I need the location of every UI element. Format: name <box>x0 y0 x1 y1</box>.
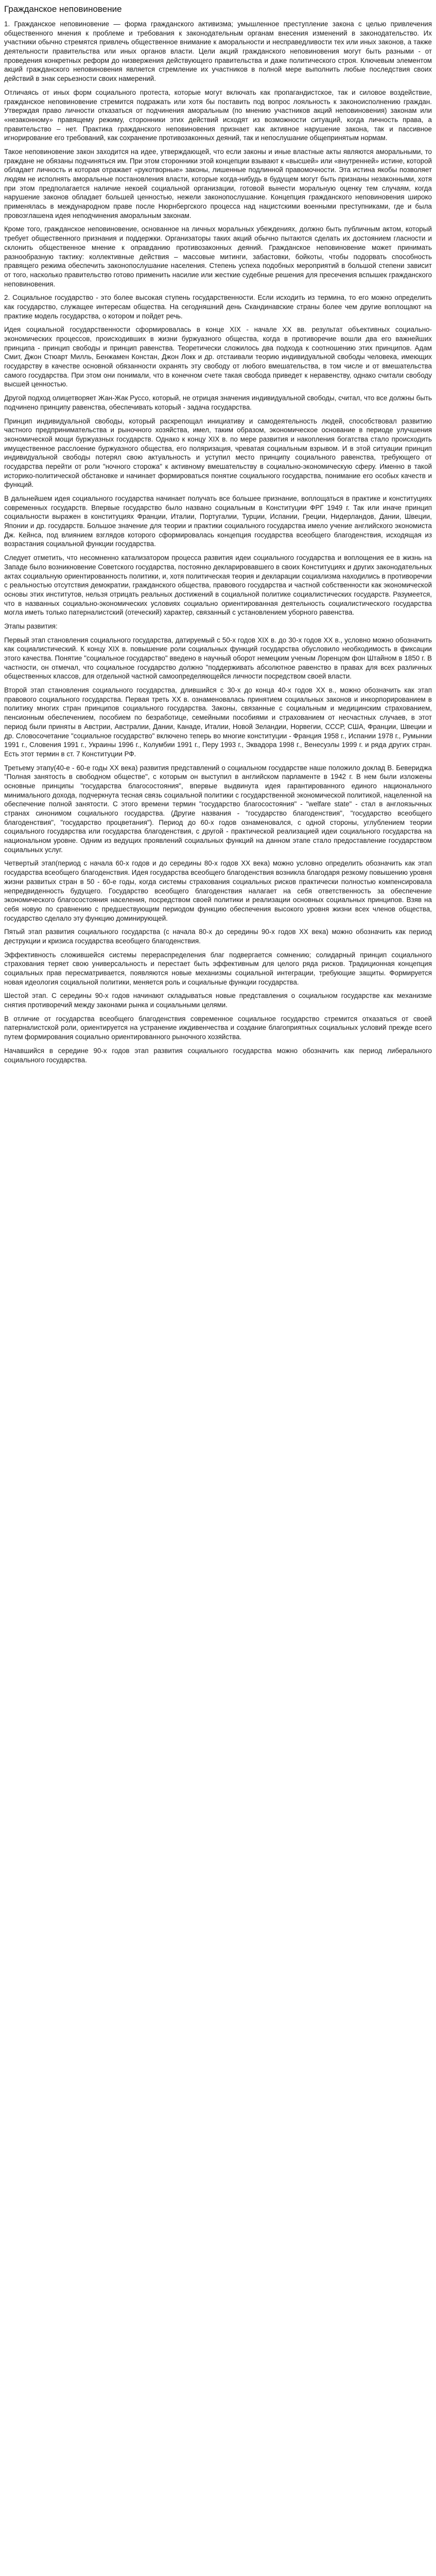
paragraph: В дальнейшем идея социального государства начинает получать все большее признание, воплощаться в практике и конституциях современных государств. Впервые государство было названо социальным в Конституции ФРГ 1949 г. Так или иначе принцип социальности выражен в конституциях Франции, Италии, Португалии, Турции, Испании, Греции, Нидерландов, Дании, Швеции, Японии и др. государств. Большое значение для теории и практики социального государства имело учение английского экономиста Дж. Кейнса, под влиянием взглядов которого сформировалась концепция государства всеобщего благоденствия, исходящая из возрастания социальной функции государства. <box>4 495 432 548</box>
paragraph: Второй этап становления социального государства, длившийся с 30-х до конца 40-х годов XX в., можно обозначить как этап правового социального государства. Первая треть XX в. ознаменовалась принятием социальных законов и инкорпорированием в политику многих стран принципов социального государства. Законы, связанные с социальным и медицинским страхованием, пенсионным обеспечением, пособием по безработице, семейными пособиями и страхованием от несчастных случаев, в этот период были приняты в Австрии, Австралии, Дании, Канаде, Италии, Новой Зеландии, Норвегии, СССР, США, Франции, Швеции и др. Словосочетание "социальное государство" включено теперь во многие конституции - Франция 1958 г., Испании 1978 г., Румынии 1991 г., Словения 1991 г., Украины 1996 г., Колумбии 1991 г., Перу 1993 г., Эквадора 1998 г., Венесуэлы 1999 г. и ряда других стран. Есть этот термин в ст. 7 Конституции РФ. <box>4 686 432 758</box>
paragraph: Четвертый этап(период с начала 60-х годов и до середины 80-х годов XX века) можно условно определить обозначить как этап государства всеобщего благоденствия. Идея государства всеобщего благоденствия возникла благодаря резкому повышению уровня жизни развитых стран в 50 - 60-е годы, когда системы страхования социальных рисков практически полностью компенсировала непредвиденность будущего. Государство всеобщего благоденствия налагает на себя ответственность за обеспечение экономического благосостояния населения, посредством своей политики и реализации основных социальных принципов. Взяв на себя новую по сравнению с предшествующим периодом функцию обеспечения высокого уровня жизни всех членов общества, государство сделало эту функцию доминирующей. <box>4 859 432 922</box>
paragraph: В отличие от государства всеобщего благоденствия современное социальное государство стремится отказаться от своей патерналистской роли, ориентируется на устранение иждивенчества и создание благоприятных социальных условий прежде всего путем формирования социально ориентированного рыночного хозяйства. <box>4 1014 432 1041</box>
paragraph: Первый этап становления социального государства, датируемый с 50-х годов XIX в. до 30-х годов XX в., условно можно обозначить как социалистический. К концу XIX в. повышение роли социальных функций государства обусловило необходимость в фиксации этого качества. Понятие "социальное государство" введено в научный оборот немецким ученым Лоренцом фон Штайном в 1850 г. В частности, он отмечал, что социальное государство должно "поддерживать абсолютное равенство в правах для всех различных общественных классов, для отдельной частной самоопределяющейся личности посредством своей власти. <box>4 636 432 681</box>
paragraph: Такое неповиновение закон заходится на идее, утверждающей, что если законы и иные властные акты являются аморальными, то граждане не обязаны подчиняться им. При этом сторонники этой концепции взывают к «высшей» или «внутренней» истине, которой обладает личность и которая отражает «рукотворные» законы, лишенные подлинной правомочности. Эта истина якобы позволяет людям не исполнять аморальные постановления власти, которые когда-нибудь в будущем могут быть признаны незаконными, хотя при этом предполагается наличие некоей социальной организации, готовой вынести моральную оценку тем случаям, когда нарушение законов обладает большей ценностью, нежели законопослушание. Концепция гражданского неповиновения широко применялась в международном праве после Нюрнбергского процесса над нацистскими военными преступниками, где и была провозглашена идея неподчинения аморальным законам. <box>4 147 432 219</box>
paragraph: 1. Гражданское неповиновение — форма гражданского активизма; умышленное преступление закона с целью привлечения общественного мнения к проблеме и требования к законодательным органам внесения изменений в законодательство. Их участники обычно стремятся привлечь общественное внимание к аморальности и несправедливости тех или иных законов, а также деятельности правительства или иных органов власти. Цели акций гражданского неповиновения могут быть разными - от проведения конкретных реформ до низвержения действующего правительства и даже политического строя. Ключевым элементом акций гражданского неповиновения является стремление их участников в полной мере выполнить любые последствия своих действий в знак серьезности своих намерений. <box>4 20 432 83</box>
document-page <box>0 0 436 1078</box>
paragraph: Кроме того, гражданское неповиновение, основанное на личных моральных убеждениях, должно быть публичным актом, который требует общественного признания и поддержки. Организаторы таких акций обычно пытаются сделать их достоянием гласности и склонить общественное мнение к оправданию противозаконных деяний. Гражданское неповиновение может принимать разнообразную тактику: коллективные действия – массовые митинги, забастовки, бойкоты, чтобы подорвать способность правящего режима обеспечить законопослушание населения. Степень успеха подобных мероприятий в большой степени зависит от того, насколько правительство готово применить насилие или жесткие судебные решения для пресечения вспышек гражданского неповиновения. <box>4 225 432 288</box>
document-title: Гражданское неповиновение <box>4 4 122 14</box>
paragraph: Следует отметить, что несомненно катализатором процесса развития идеи социального государства и воплощения ее в жизнь на Западе было возникновение Советского государства, постоянно декларировавшего в своих Конституциях и других законодательных актах социальную ориентированность политики, и, хотя политическая теория и декларации социализма находились в противоречии с реальностью отсутствия демократии, гражданского общества, правового государства и частной собственности как экономической основы этих институтов, нельзя отрицать реальных достижений в социальной политике социалистических государств. Разумеется, что в названных социально-экономических условиях социально ориентированная деятельность социалистического государства могла иметь только патерналистский (отеческий) характер, связанный с установлением уборного равенства. <box>4 554 432 617</box>
paragraph: Идея социальной государственности сформировалась в конце XIX - начале XX вв. результат объективных социально-экономических процессов, происходивших в жизни буржуазного общества, когда в противоречие вошли два его важнейших принципа - принцип свободы и принцип равенства. Теоретически сложилось два подхода к соотношению этих принципов. Адам Смит, Джон Стюарт Милль, Бенжамен Констан, Джон Локк и др. отстаивали теорию индивидуальной свободы человека, имеющих государству в качестве основной обязанности охранять эту свободу от любого вмешательства, в том числе и от вмешательства самого государства. При этом они понимали, что в конечном счете такая свобода приведет к неравенству, однако считали свободу высшей ценностью. <box>4 326 432 388</box>
paragraph: 2. Социальное государство - это более высокая ступень государственности. Если исходить из термина, то его можно определить как государство, служащее интересам общества. На сегодняшний день Скандинавские страны более чем другие воплощают на практике модель государства, о котором и пойдет речь. <box>4 294 432 320</box>
paragraph: Эффективность сложившейся системы перераспределения благ подвергается сомнению; солидарный принцип социального страхования теряет свою универсальность и перестает быть эффективным для целого ряда рисков. Традиционная концепция социальных прав пересматривается, появляются новые механизмы социальной интеграции, требующие защиты. Формируется новая идеология социальной политики, меняется роль и социальные функции государства. <box>4 951 432 986</box>
section-heading: Этапы развития: <box>4 622 58 630</box>
paragraph: Шестой этап. С середины 90-х годов начинают складываться новые представления о социальном государстве как механизме снятия противоречий между законами рынка и социальными целями. <box>4 992 432 1009</box>
paragraph: Начавшийся в середине 90-х годов этап развития социального государства можно обозначить как период либерального социального государства. <box>4 1046 432 1064</box>
paragraph: Принцип индивидуальной свободы, который раскрепощал инициативу и самодеятельность людей, способствовал развитию частного предпринимательства и рыночного хозяйства, имел, таким образом, экономическое основание в периоде улучшения экономической мощи буржуазных государств. Однако к концу XIX в. по мере развития и накопления богатства стало происходить имущественное расслоение буржуазного общества, его поляризация, чреватая социальным взрывом. И в этой ситуации принцип индивидуальной свободы потерял свою актуальность и уступил место принципу социального равенства, требующего от государства перейти от роли "ночного сторожа" к активному вмешательству в социально-экономическую сферу. Именно в такой историко-политической обстановке и начинает формироваться понятие социального государства, понимание его особых качеств и функций. <box>4 417 432 489</box>
paragraph: Пятый этап развития социального государства (с начала 80-х до середины 90-х годов XX века) можно обозначить как период деструкции и кризиса государства всеобщего благоденствия. <box>4 928 432 945</box>
paragraph: Отличаясь от иных форм социального протеста, которые могут включать как пропагандистское, так и силовое воздействие, гражданское неповиновение стремится подражать или хотя бы поставить под вопрос лояльность к законоисполнению граждан. Утверждая право личности отказаться от подчинения аморальным (по мнению участников акций неповиновения) законам или «незаконному» правящему режиму, сторонники этих действий исходят из возможности ситуаций, когда личность права, а правительство – нет. Практика гражданского неповиновения признает как активное нарушение закона, так и пассивное игнорирование его требований, как сохранение противозаконных деяний, так и непослушание общепринятым нормам. <box>4 88 432 142</box>
document-body <box>4 20 432 1064</box>
paragraph: Третьему этапу(40-е - 60-е годы XX века) развития представлений о социальном государстве наше положило доклад В. Бевериджа "Полная занятость в свободном обществе", с которым он выступил в английском парламенте в 1942 г. В нем были изложены основные принципы "государства благосостояния", впервые выдвинута идея гарантированного единого национального минимального дохода, подчеркнута тесная связь социальной политики с государственной экономической политикой, нацеленной на обеспечение полной занятости. С этого времени термин "государство благосостояния" - "welfare state" - стал в англоязычных странах синонимом социального государства. (Другие названия - "государство благоденствия", "государство всеобщего благоденствия", "государство процветания"). Период до 60-х годов ознаменовался, с одной стороны, углублением теории социального государства или государства благоденствия, с другой - практической реализацией идеи социального государства на национальном уровне. Одним из ведущих проявлений социальных функций на данном этапе стало предоставление государством социальных услуг. <box>4 764 432 854</box>
paragraph: Другой подход олицетворяет Жан-Жак Руссо, который, не отрицая значения индивидуальной свободы, считал, что все должны быть подчинено принципу равенства, обеспечивать который - задача государства. <box>4 394 432 411</box>
